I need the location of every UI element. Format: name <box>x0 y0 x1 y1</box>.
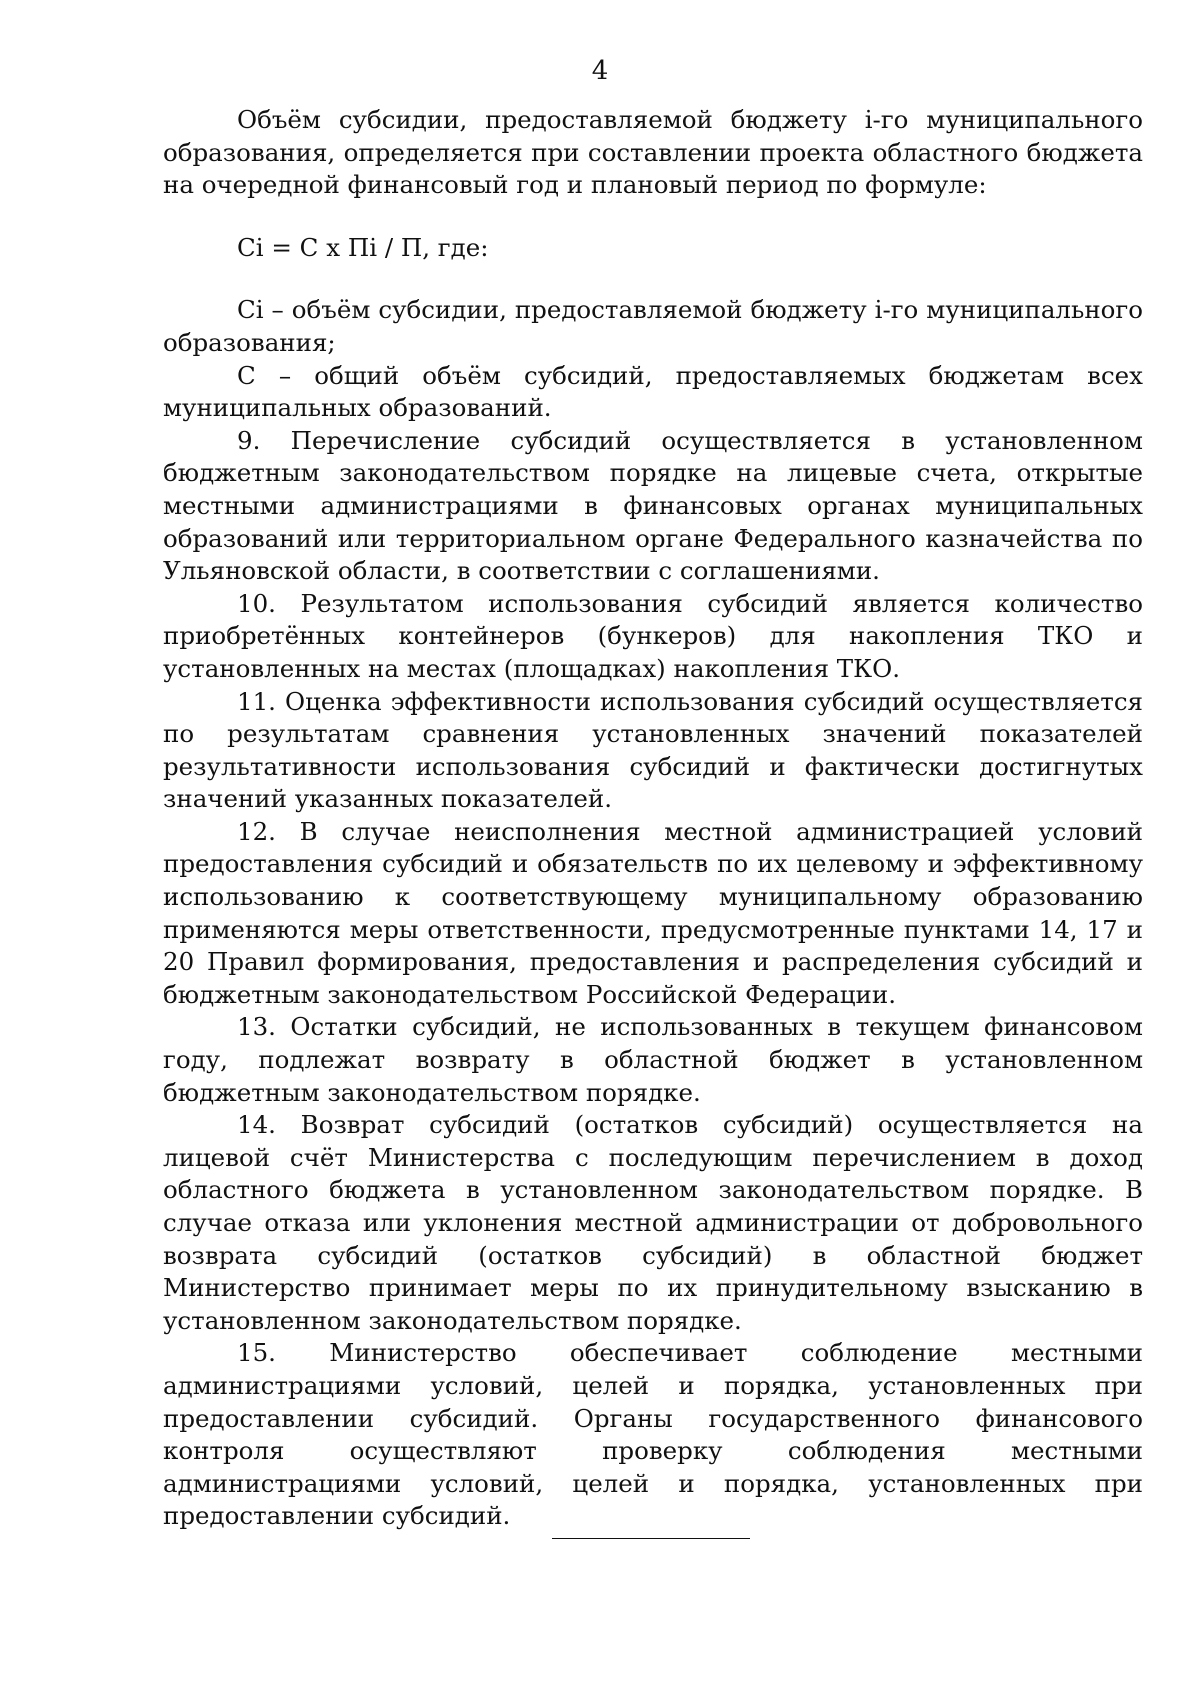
intro-paragraph: Объём субсидии, предоставляемой бюджету i-го муниципального образования, определяется при составлении проекта областного бюджета на очередной финансовый год и плановый период по формуле: <box>163 105 1143 200</box>
paragraph-15: 15. Министерство обеспечивает соблюдение местными администрациями условий, целей и порядка, установленных при предоставлении субсидий. Органы государственного финансового контроля осуществляют проверку соблюдения местными администрациями условий, целей и порядка, установленных при предоставлении субсидий. <box>163 1338 1143 1531</box>
paragraph-14: 14. Возврат субсидий (остатков субсидий) осуществляется на лицевой счёт Министерства с последующим перечислением в доход областного бюджета в установленном законодательством порядке. В случае отказа или уклонения местной администрации от добровольного возврата субсидий (остатков субсидий) в областной бюджет Министерство принимает меры по их принудительному взысканию в установленном законодательством порядке. <box>163 1110 1143 1335</box>
paragraph-9: 9. Перечисление субсидий осуществляется в установленном бюджетным законодательством порядке на лицевые счета, открытые местными администрациями в финансовых органах муниципальных образований или территориальном органе Федерального казначейства по Ульяновской области, в соответствии с соглашениями. <box>163 425 1143 586</box>
definition-c: С – общий объём субсидий, предоставляемых бюджетам всех муниципальных образований. <box>163 360 1143 423</box>
page-number: 4 <box>591 56 609 86</box>
paragraph-11: 11. Оценка эффективности использования субсидий осуществляется по результатам сравнения установленных значений показателей результативности использования субсидий и фактически достигнутых значений указанных показателей. <box>163 686 1143 814</box>
paragraph-12: 12. В случае неисполнения местной администрацией условий предоставления субсидий и обязательств по их целевому и эффективному использованию к соответствующему муниципальному образованию применяются меры ответственности, предусмотренные пунктами 14, 17 и 20 Правил формирования, предоставления и распределения субсидий и бюджетным законодательством Российской Федерации. <box>163 816 1143 1009</box>
end-divider-line <box>552 1538 750 1539</box>
paragraph-10: 10. Результатом использования субсидий является количество приобретённых контейнеров (бункеров) для накопления ТКО и установленных на местах (площадках) накопления ТКО. <box>163 588 1143 683</box>
formula: Ci = C x Пi / П, где: <box>237 232 489 262</box>
paragraph-13: 13. Остатки субсидий, не использованных в текущем финансовом году, подлежат возврату в областной бюджет в установленном бюджетным законодательством порядке. <box>163 1012 1143 1107</box>
definition-ci: Ci – объём субсидии, предоставляемой бюджету i-го муниципального образования; <box>163 295 1143 357</box>
document-body <box>163 104 1143 1533</box>
